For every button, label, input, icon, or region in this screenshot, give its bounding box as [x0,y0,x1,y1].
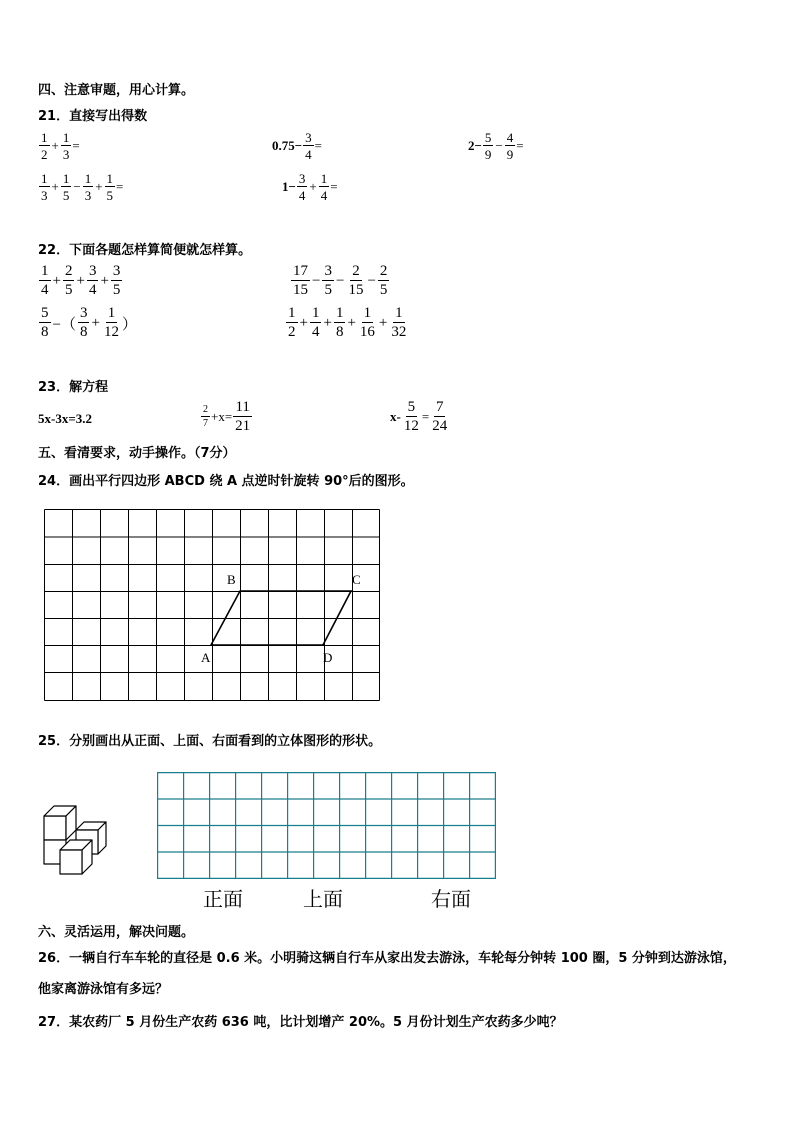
operator: − [73,179,81,194]
numerator: 3 [79,305,88,321]
operator: − [312,272,321,289]
section-4-title: 四、注意审题，用心计算。 [38,83,195,98]
operator: − [335,272,345,289]
equals-sign: = [72,138,80,153]
q21-item-d [38,172,123,202]
section-6-title: 六、灵活运用，解决问题。 [38,925,195,940]
denominator: 3 [62,147,70,162]
grid-lines [45,510,380,701]
grid-lines [158,772,496,879]
q21-item-c [468,131,524,161]
q25-title: 25．分别画出从正面、上面、右面看到的立体图形的形状。 [38,734,382,749]
view-label-right: 右面 [431,887,471,911]
operator: + [91,314,100,331]
q21-item-a [38,131,80,161]
denominator: 4 [305,147,312,162]
numerator: 5 [484,130,492,145]
operator: − [495,138,503,153]
equation-middle: +x= [211,409,233,424]
denominator: 12 [103,324,119,340]
lead-term: 1− [282,179,296,194]
q22-item-d [285,306,409,340]
denominator: 24 [432,418,448,434]
operator: + [323,314,332,331]
label-a: A [201,650,211,665]
denominator: 15 [293,282,308,298]
numerator: 1 [107,305,116,321]
view-label-front: 正面 [203,887,243,911]
lead-term: 0.75− [272,138,303,153]
close-paren: ） [121,316,137,333]
numerator: 11 [235,399,250,415]
q22-title: 22．下面各题怎样算简便就怎样算。 [38,243,252,258]
q23-title: 23．解方程 [38,380,109,395]
operator: + [347,314,356,331]
denominator: 8 [79,324,88,340]
numerator: 2 [64,263,73,279]
operator: + [95,179,103,194]
q27-text: 27．某农药厂 5 月份生产农药 636 吨，比计划增产 20%。5 月份计划生产农药多少吨？ [38,1015,563,1030]
cube-figure [40,802,110,882]
denominator: 5 [112,282,121,298]
q21-item-e [282,172,338,202]
numerator: 1 [106,171,114,186]
numerator: 2 [203,404,208,415]
lead-term: 2− [468,138,482,153]
denominator: 4 [311,324,320,340]
numerator: 3 [298,171,306,186]
denominator: 5 [64,282,73,298]
equals-sign: = [116,179,124,194]
denominator: 5 [106,188,114,203]
numerator: 4 [506,130,514,145]
numerator: 1 [84,171,92,186]
numerator: 1 [41,171,48,186]
q24-grid [44,509,380,701]
label-b: B [227,572,236,587]
numerator: 1 [363,305,372,321]
q23-item-c [390,400,450,434]
numerator: 1 [320,171,328,186]
denominator: 5 [379,282,388,298]
denominator: 16 [359,324,375,340]
operator: + [100,272,109,289]
denominator: 7 [203,418,208,429]
denominator: 2 [41,147,48,162]
denominator: 21 [235,418,251,434]
denominator: 4 [88,282,97,298]
section-5-title: 五、看清要求，动手操作。（7分） [38,446,236,461]
denominator: 32 [391,324,407,340]
numerator: 1 [311,305,320,321]
denominator: 5 [62,188,70,203]
denominator: 12 [403,418,419,434]
numerator: 1 [288,305,296,321]
denominator: 15 [348,282,364,298]
label-d: D [323,650,333,665]
numerator: 2 [379,263,388,279]
q22-item-c [38,306,137,340]
equals-sign: = [330,179,338,194]
operator: + [378,314,388,331]
lead-term: x- [390,409,401,424]
denominator: 4 [320,188,328,203]
numerator: 3 [305,130,312,145]
operator: + [299,314,308,331]
denominator: 8 [335,324,344,340]
q23-item-b [200,400,253,434]
denominator: 9 [506,147,514,162]
q22-item-b [290,264,390,298]
numerator: 1 [41,130,48,145]
numerator: 5 [41,305,49,321]
q26-line-2: 他家离游泳馆有多远？ [38,982,169,997]
q24-title: 24．画出平行四边形 ABCD 绕 A 点逆时针旋转 90°后的图形。 [38,474,414,489]
denominator: 8 [41,324,49,340]
numerator: 2 [352,263,360,279]
equals-sign: = [421,409,430,424]
denominator: 4 [298,188,306,203]
q26-line-1: 26．一辆自行车车轮的直径是 0.6 米。小明骑这辆自行车从家出发去游泳，车轮每分钟转 100 圈，5 分钟到达游泳馆， [38,951,736,966]
denominator: 5 [324,282,332,298]
numerator: 1 [395,305,403,321]
operator: + [51,138,59,153]
operator: + [76,272,85,289]
q25-view-grid [157,772,496,879]
denominator: 3 [84,188,92,203]
operator: + [51,179,59,194]
q21-item-b [272,131,322,161]
numerator: 1 [62,130,70,145]
denominator: 2 [288,324,296,340]
numerator: 1 [335,305,344,321]
equals-sign: = [516,138,524,153]
operator: + [52,272,61,289]
view-label-top: 上面 [303,887,343,911]
numerator: 17 [293,263,308,279]
label-c: C [352,572,361,587]
operator: −（ [52,316,76,333]
denominator: 3 [41,188,48,203]
operator: + [309,179,317,194]
q23-item-a: 5x-3x=3.2 [38,411,92,426]
numerator: 7 [435,399,444,415]
numerator: 5 [407,399,416,415]
numerator: 1 [41,263,49,279]
operator: − [367,272,376,289]
numerator: 3 [112,263,121,279]
denominator: 9 [484,147,492,162]
numerator: 3 [324,263,332,279]
denominator: 4 [41,282,49,298]
numerator: 3 [88,263,97,279]
equals-sign: = [314,138,323,153]
q21-title: 21．直接写出得数 [38,109,148,124]
numerator: 1 [62,171,70,186]
q22-item-a [38,264,123,298]
